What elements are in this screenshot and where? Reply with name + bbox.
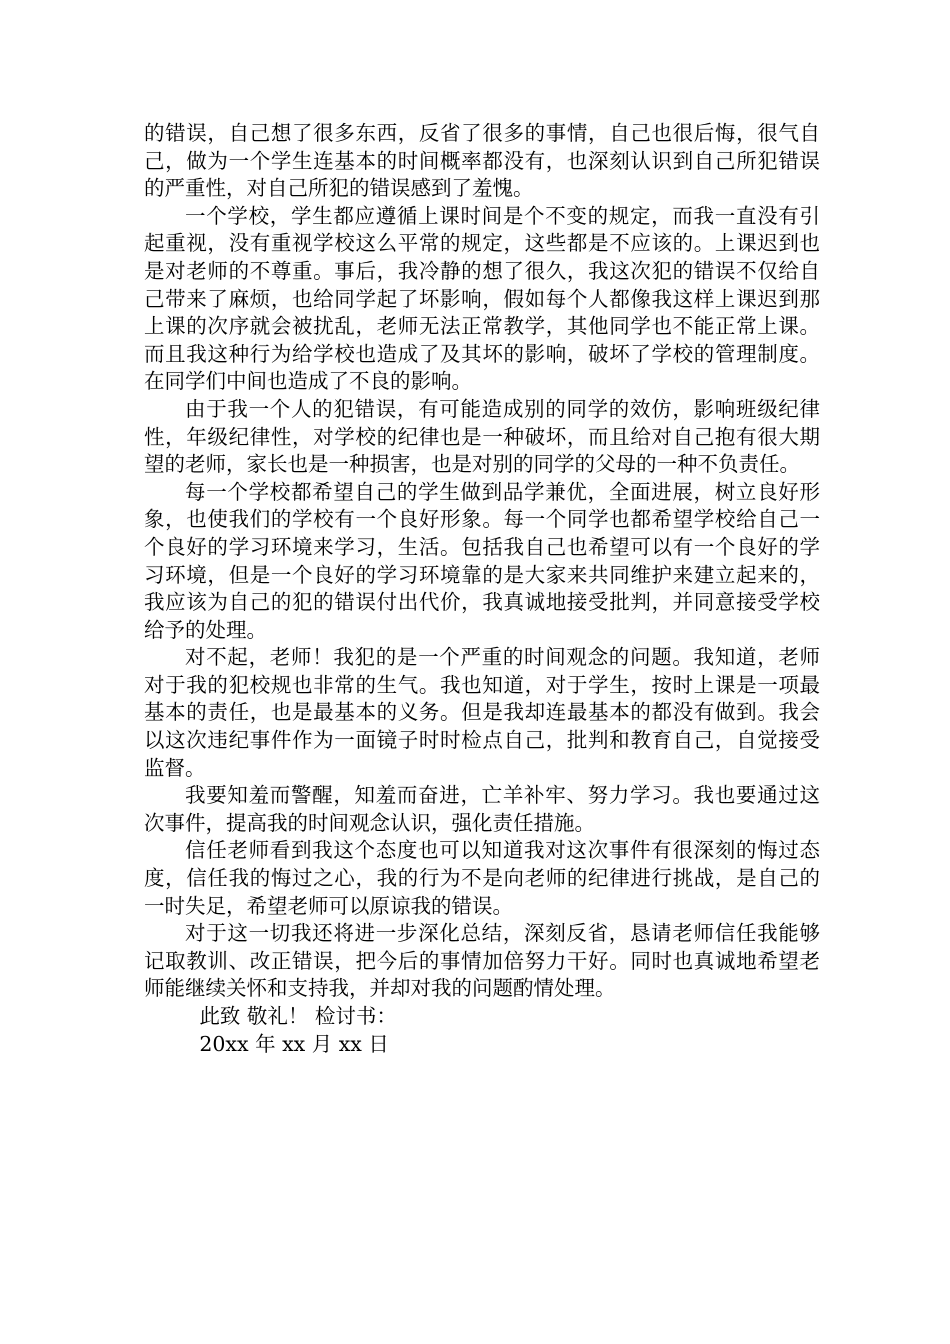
paragraph-2: 一个学校，学生都应遵循上课时间是个不变的规定，而我一直没有引起重视，没有重视学校这么平常的规定，这些都是不应该的。上课迟到也是对老师的不尊重。事后，我冷静的想了很久，我这次犯的错误不仅给自己带来了麻烦，也给同学起了坏影响，假如每个人都像我这样上课迟到那上课的次序就会被扰乱，老师无法正常教学，其他同学也不能正常上课。而且我这种行为给学校也造成了及其坏的影响，破坏了学校的管理制度。在同学们中间也造成了不良的影响。 (144, 203, 820, 394)
document-page (144, 120, 820, 1058)
paragraph-8: 对于这一切我还将进一步深化总结，深刻反省，恳请老师信任我能够记取教训、改正错误，把今后的事情加倍努力干好。同时也真诚地希望老师能继续关怀和支持我，并却对我的问题酌情处理。 (144, 921, 820, 1001)
paragraph-1: 的错误，自己想了很多东西，反省了很多的事情，自己也很后悔，很气自己，做为一个学生连基本的时间概率都没有，也深刻认识到自己所犯错误的严重性，对自己所犯的错误感到了羞愧。 (144, 121, 820, 201)
document-date: 20xx 年 xx 月 xx 日 (199, 1031, 389, 1056)
paragraph-6: 我要知羞而警醒，知羞而奋进，亡羊补牢、努力学习。我也要通过这次事件，提高我的时间观念认识，强化责任措施。 (144, 783, 820, 835)
paragraph-7: 信任老师看到我这个态度也可以知道我对这次事件有很深刻的悔过态度，信任我的悔过之心，我的行为不是向老师的纪律进行挑战，是自己的一时失足，希望老师可以原谅我的错误。 (144, 838, 820, 918)
closing-salutation: 此致 敬礼！ 检讨书： (199, 1004, 397, 1028)
paragraph-3: 由于我一个人的犯错误，有可能造成别的同学的效仿，影响班级纪律性，年级纪律性，对学校的纪律也是一种破坏，而且给对自己抱有很大期望的老师，家长也是一种损害，也是对别的同学的父母的一种不负责任。 (144, 396, 820, 477)
paragraph-4: 每一个学校都希望自己的学生做到品学兼优，全面进展，树立良好形象，也使我们的学校有一个良好形象。每一个同学也都希望学校给自己一个良好的学习环境来学习，生活。包括我自己也希望可以有一个良好的学习环境，但是一个良好的学习环境靠的是大家来共同维护来建立起来的，我应该为自己的犯的错误付出代价，我真诚地接受批判，并同意接受学校给予的处理。 (144, 479, 820, 642)
paragraph-5: 对不起，老师！我犯的是一个严重的时间观念的问题。我知道，老师对于我的犯校规也非常的生气。我也知道，对于学生，按时上课是一项最基本的责任，也是最基本的义务。但是我却连最基本的都没有做到。我会以这次违纪事件作为一面镜子时时检点自己，批判和教育自己，自觉接受监督。 (144, 645, 820, 780)
